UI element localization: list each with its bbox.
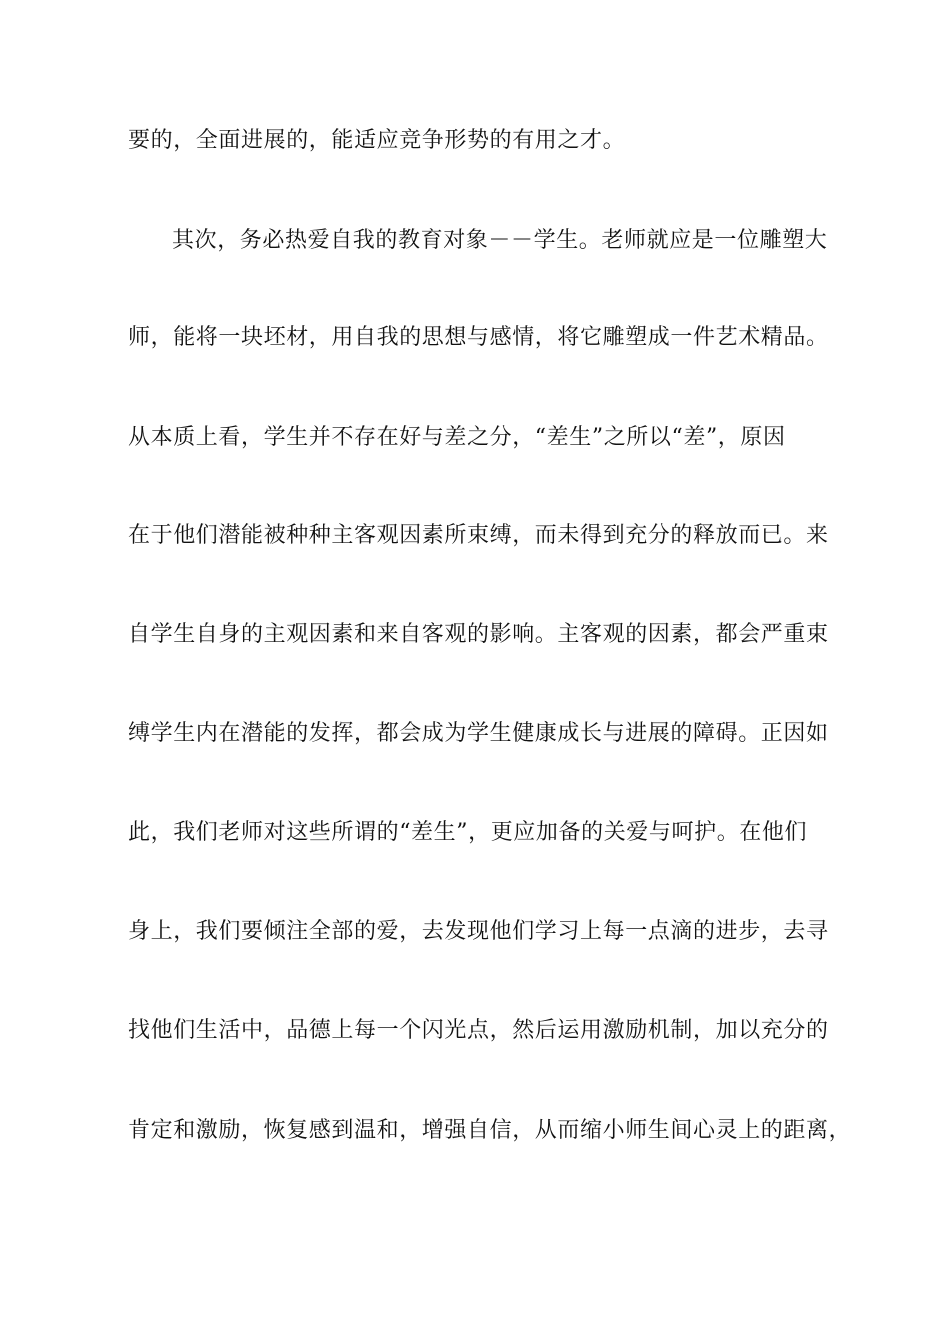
text-line: 此，我们老师对这些所谓的“差生”，更应加备的关爱与呵护。在他们 [128,820,808,845]
text-line: 自学生自身的主观因素和来自客观的影响。主客观的因素，都会严重束 [128,622,829,647]
text-line: 找他们生活中，品德上每一个闪光点，然后运用激励机制，加以充分的 [128,1018,829,1043]
text-line: 身上，我们要倾注全部的爱，去发现他们学习上每一点滴的进步，去寻 [128,919,829,944]
text-line: 在于他们潜能被种种主客观因素所束缚，而未得到充分的释放而已。来 [128,523,829,548]
text-line: 要的，全面进展的，能适应竞争形势的有用之才。 [128,128,626,153]
text-line: 从本质上看，学生并不存在好与差之分，“差生”之所以“差”，原因 [128,425,786,450]
text-line: 缚学生内在潜能的发挥，都会成为学生健康成长与进展的障碍。正因如 [128,721,829,746]
text-line: 肯定和激励，恢复感到温和，增强自信，从而缩小师生间心灵上的距离， [128,1118,852,1143]
paragraph-first-line: 其次，务必热爱自我的教育对象－－学生。老师就应是一位雕塑大 [172,228,828,253]
text-line: 师，能将一块坯材，用自我的思想与感情，将它雕塑成一件艺术精品。 [128,325,829,350]
